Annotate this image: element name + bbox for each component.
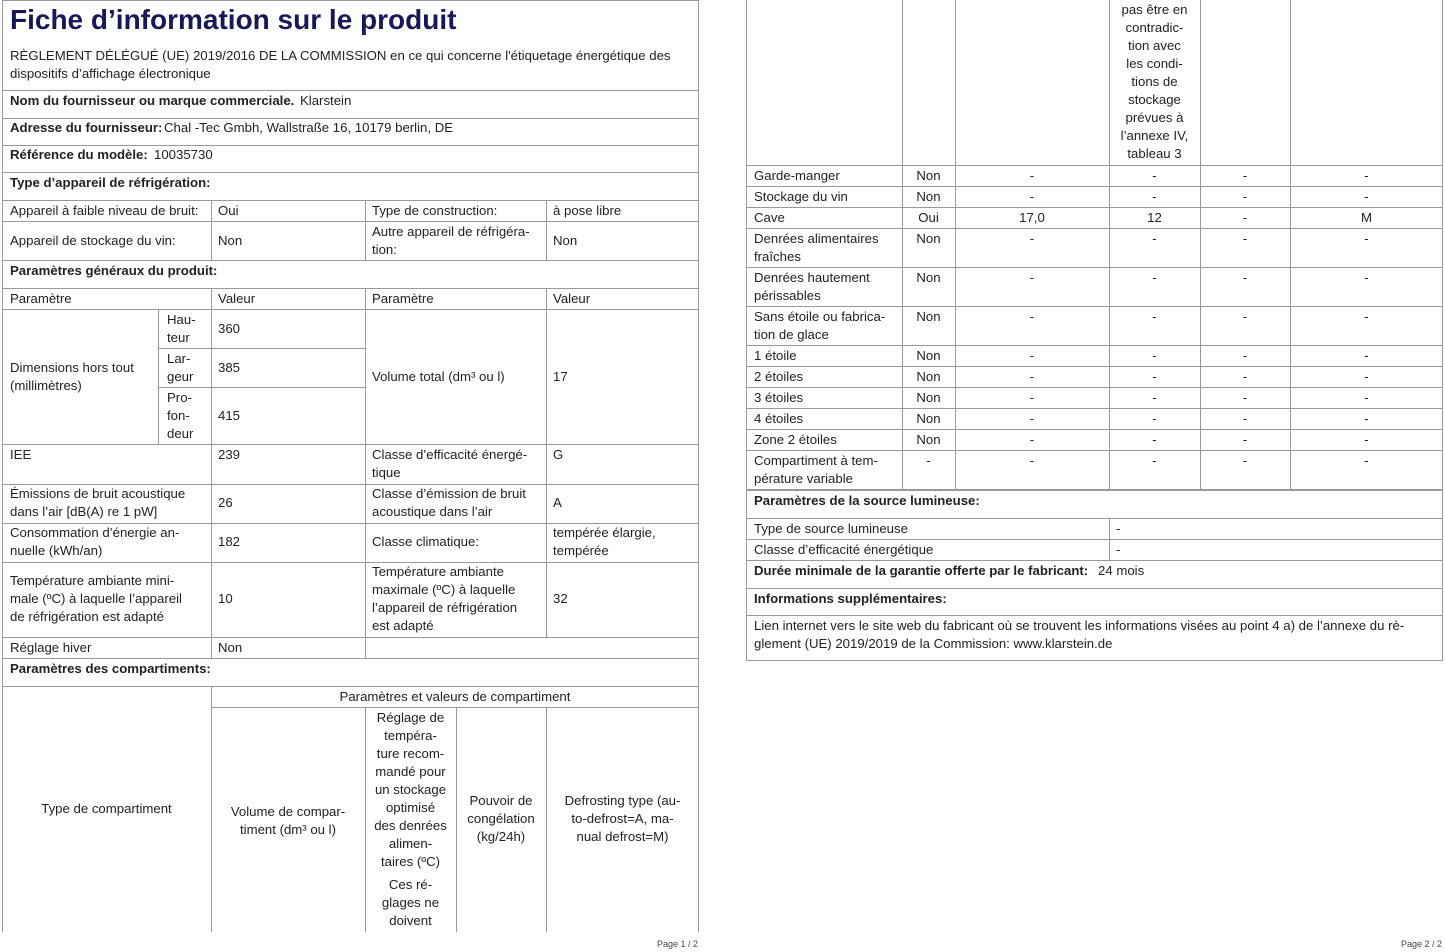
comp-temp-header-7: des denrées xyxy=(374,818,447,833)
extra-info-header: Informations supplémentaires: xyxy=(754,591,947,606)
energy-class-label: Classe d’efficacité énergé- xyxy=(372,447,528,462)
tmax-value: 32 xyxy=(553,591,568,606)
compartment-type-label-2: fraîches xyxy=(754,249,801,264)
tmax-label: Température ambiante xyxy=(372,564,504,579)
manufacturer-link-text: Lien internet vers le site web du fabricant où se trouvent les informations visées au point 4 a) de l’annexe du rè- xyxy=(754,618,1405,633)
compartment-freeze-value: - xyxy=(1242,453,1248,468)
comp-freeze-header-2: congélation xyxy=(467,811,535,826)
tmax-label-4: est adapté xyxy=(372,618,434,633)
width-value: 385 xyxy=(218,360,241,375)
address-label: Adresse du fournisseur: xyxy=(10,120,163,135)
low-noise-value: Oui xyxy=(218,203,239,218)
compartment-volume-value: - xyxy=(1029,411,1035,426)
compartment-type-label: Compartiment à tem- xyxy=(754,453,878,468)
warranty-value: 24 mois xyxy=(1098,563,1145,578)
compartment-volume-value: - xyxy=(1029,309,1035,324)
compartment-volume-value: - xyxy=(1029,270,1035,285)
page-title: Fiche d’information sur le produit xyxy=(10,4,457,35)
compartment-temp-value: - xyxy=(1152,369,1157,384)
compartment-volume-value: - xyxy=(1029,432,1035,447)
compartment-defrost-value: M xyxy=(1361,210,1372,225)
iee-label: IEE xyxy=(10,447,32,462)
other-label: Autre appareil de réfrigéra- xyxy=(372,224,530,239)
compartment-defrost-value: - xyxy=(1364,390,1369,405)
compartment-type-label: Stockage du vin xyxy=(754,189,848,204)
wine-label: Appareil de stockage du vin: xyxy=(10,233,176,248)
compartment-volume-value: - xyxy=(1029,369,1035,384)
column-header-value-2: Valeur xyxy=(553,291,591,306)
compartment-temp-value: - xyxy=(1152,309,1157,324)
compartment-present-value: - xyxy=(926,453,931,468)
compartment-defrost-value: - xyxy=(1364,369,1369,384)
cont-header-2: contradic- xyxy=(1125,20,1184,35)
compartment-present-value: Non xyxy=(916,270,941,285)
compartment-freeze-value: - xyxy=(1242,168,1248,183)
compartment-present-value: Non xyxy=(916,411,941,426)
comp-temp-header-2: tempéra- xyxy=(384,728,437,743)
comp-freeze-header-3: (kg/24h) xyxy=(476,829,526,844)
compartments-header: Paramètres des compartiments: xyxy=(10,661,211,676)
comp-temp-header-6: optimisé xyxy=(385,800,436,815)
compartment-type-label: 4 étoiles xyxy=(754,411,804,426)
comp-params-header: Paramètres et valeurs de compartiment xyxy=(339,689,571,704)
comp-temp-header-11: glages ne xyxy=(381,895,440,910)
climate-value: tempérée élargie, xyxy=(553,525,656,540)
compartment-freeze-value: - xyxy=(1242,189,1248,204)
height-label: Hau- xyxy=(167,312,196,327)
winter-label: Réglage hiver xyxy=(10,640,92,655)
light-type-label: Type de source lumineuse xyxy=(754,521,908,536)
page-number: Page 2 / 2 xyxy=(1401,939,1443,949)
climate-label: Classe climatique: xyxy=(372,534,480,549)
comp-temp-header-8: alimen- xyxy=(388,836,433,851)
comp-defrost-header-3: nual defrost=M) xyxy=(576,829,669,844)
compartment-freeze-value: - xyxy=(1242,309,1248,324)
noise-class-value: A xyxy=(553,495,562,510)
consumption-value: 182 xyxy=(218,534,241,549)
noise-class-label-2: acoustique dans l’air xyxy=(372,504,493,519)
compartment-type-label: Denrées hautement xyxy=(754,270,870,285)
regulation-text-2: dispositifs d’affichage électronique xyxy=(10,66,211,81)
light-class-label: Classe d’efficacité énergétique xyxy=(754,542,934,557)
comp-temp-header-4: mandé pour xyxy=(375,764,446,779)
comp-temp-header-5: un stockage xyxy=(374,782,447,797)
manufacturer-link-text-2: glement (UE) 2019/2019 de la Commission: www.klarstein.de xyxy=(754,636,1113,651)
volume-value: 17 xyxy=(553,369,568,384)
cont-header: pas être en xyxy=(1121,2,1188,17)
tmax-label-3: l’appareil de réfrigération xyxy=(372,600,518,615)
compartment-temp-value: 12 xyxy=(1147,210,1162,225)
light-type-value: - xyxy=(1116,521,1121,536)
compartment-type-label-2: tion de glace xyxy=(754,327,829,342)
column-header-value: Valeur xyxy=(218,291,256,306)
compartment-type-label: Zone 2 étoiles xyxy=(754,432,837,447)
compartment-defrost-value: - xyxy=(1364,270,1369,285)
comp-temp-header-12: doivent xyxy=(389,913,432,928)
appliance-type-header: Type d’appareil de réfrigération: xyxy=(10,175,211,190)
compartment-freeze-value: - xyxy=(1242,390,1248,405)
low-noise-label: Appareil à faible niveau de bruit: xyxy=(10,203,199,218)
depth-value: 415 xyxy=(218,408,241,423)
compartment-temp-value: - xyxy=(1152,453,1157,468)
tmin-label-2: male (ºC) à laquelle l’appareil xyxy=(10,591,182,606)
cont-header-9: tableau 3 xyxy=(1127,146,1182,161)
compartment-defrost-value: - xyxy=(1364,411,1369,426)
compartment-freeze-value: - xyxy=(1242,231,1248,246)
compartment-freeze-value: - xyxy=(1242,411,1248,426)
compartment-temp-value: - xyxy=(1152,390,1157,405)
cont-header-5: tions de xyxy=(1131,74,1178,89)
page-number: Page 1 / 2 xyxy=(657,939,699,949)
comp-temp-header-9: taires (ºC) xyxy=(380,854,441,869)
tmin-label-3: de réfrigération est adapté xyxy=(10,609,164,624)
construction-value: à pose libre xyxy=(553,203,622,218)
compartment-defrost-value: - xyxy=(1364,453,1369,468)
compartment-defrost-value: - xyxy=(1364,168,1369,183)
compartment-type-label-2: périssables xyxy=(754,288,821,303)
comp-volume-header-2: timent (dm³ ou l) xyxy=(240,822,336,837)
compartment-defrost-value: - xyxy=(1364,189,1369,204)
compartment-type-label: Cave xyxy=(754,210,785,225)
height-value: 360 xyxy=(218,321,241,336)
compartment-volume-value: - xyxy=(1029,453,1035,468)
compartment-temp-value: - xyxy=(1152,168,1157,183)
climate-value-2: tempérée xyxy=(553,543,609,558)
depth-label-2: fon- xyxy=(167,408,190,423)
compartment-freeze-value: - xyxy=(1242,348,1248,363)
cont-header-3: tion avec xyxy=(1128,38,1181,53)
depth-label: Pro- xyxy=(167,390,192,405)
other-value: Non xyxy=(553,233,578,248)
supplier-value: Klarstein xyxy=(300,93,352,108)
noise-class-label: Classe d’émission de bruit xyxy=(372,486,526,501)
compartment-type-label: 3 étoiles xyxy=(754,390,804,405)
cont-header-7: prévues à xyxy=(1125,110,1184,125)
consumption-label-2: nuelle (kWh/an) xyxy=(10,543,103,558)
column-header-param-2: Paramètre xyxy=(372,291,434,306)
column-header-param: Paramètre xyxy=(10,291,72,306)
noise-emission-label-2: dans l’air [dB(A) re 1 pW] xyxy=(10,504,158,519)
compartment-defrost-value: - xyxy=(1364,309,1369,324)
compartment-temp-value: - xyxy=(1152,348,1157,363)
compartment-freeze-value: - xyxy=(1242,369,1248,384)
compartment-type-label: Sans étoile ou fabrica- xyxy=(754,309,886,324)
compartment-volume-value: - xyxy=(1029,168,1035,183)
address-value: Chal -Tec Gmbh, Wallstraße 16, 10179 berlin, DE xyxy=(164,120,454,135)
comp-temp-header: Réglage de xyxy=(376,710,445,725)
compartment-freeze-value: - xyxy=(1242,432,1248,447)
cont-header-4: les condi- xyxy=(1126,56,1183,71)
compartment-type-label: 1 étoile xyxy=(754,348,797,363)
compartment-present-value: Non xyxy=(916,168,941,183)
compartment-present-value: Non xyxy=(916,432,941,447)
comp-type-header: Type de compartiment xyxy=(41,801,172,816)
compartment-type-label: Denrées alimentaires xyxy=(754,231,879,246)
winter-value: Non xyxy=(218,640,243,655)
tmin-value: 10 xyxy=(218,591,233,606)
supplier-label: Nom du fournisseur ou marque commerciale. xyxy=(10,93,295,108)
compartment-present-value: Non xyxy=(916,231,941,246)
compartment-type-label: Garde-manger xyxy=(754,168,840,183)
wine-value: Non xyxy=(218,233,243,248)
comp-volume-header: Volume de compar- xyxy=(230,804,346,819)
compartment-volume-value: 17,0 xyxy=(1019,210,1045,225)
compartment-volume-value: - xyxy=(1029,390,1035,405)
noise-emission-value: 26 xyxy=(218,495,233,510)
compartment-defrost-value: - xyxy=(1364,348,1369,363)
dims-label: Dimensions hors tout xyxy=(10,360,134,375)
iee-value: 239 xyxy=(218,447,241,462)
compartment-freeze-value: - xyxy=(1242,210,1248,225)
tmin-label: Température ambiante mini- xyxy=(10,573,175,588)
compartment-temp-value: - xyxy=(1152,231,1157,246)
comp-freeze-header: Pouvoir de xyxy=(469,793,533,808)
compartment-present-value: Non xyxy=(916,309,941,324)
page-2 xyxy=(746,0,1443,952)
depth-label-3: deur xyxy=(167,426,194,441)
compartment-type-label-2: pérature variable xyxy=(754,471,853,486)
general-params-header: Paramètres généraux du produit: xyxy=(10,263,218,278)
compartment-temp-value: - xyxy=(1152,270,1157,285)
light-header: Paramètres de la source lumineuse: xyxy=(754,493,980,508)
construction-label: Type de construction: xyxy=(372,203,498,218)
energy-class-label-2: tique xyxy=(372,465,401,480)
energy-class-value: G xyxy=(553,447,564,462)
consumption-label: Consommation d’énergie an- xyxy=(10,525,180,540)
volume-label: Volume total (dm³ ou l) xyxy=(372,369,505,384)
cont-header-8: l’annexe IV, xyxy=(1120,128,1189,143)
compartment-type-label: 2 étoiles xyxy=(754,369,804,384)
tmax-label-2: maximale (ºC) à laquelle xyxy=(372,582,516,597)
model-label: Référence du modèle: xyxy=(10,147,148,162)
compartment-present-value: Non xyxy=(916,189,941,204)
height-label-2: teur xyxy=(167,330,190,345)
compartment-present-value: Non xyxy=(916,390,941,405)
compartment-present-value: Non xyxy=(916,369,941,384)
cont-header-6: stockage xyxy=(1128,92,1181,107)
width-label: Lar- xyxy=(167,351,191,366)
compartment-temp-value: - xyxy=(1152,189,1157,204)
comp-temp-header-10: Ces ré- xyxy=(388,877,433,892)
compartment-freeze-value: - xyxy=(1242,270,1248,285)
compartment-volume-value: - xyxy=(1029,231,1035,246)
page-1 xyxy=(2,0,699,952)
compartment-volume-value: - xyxy=(1029,348,1035,363)
other-label-2: tion: xyxy=(372,242,397,257)
compartment-present-value: Oui xyxy=(918,210,939,225)
compartment-temp-value: - xyxy=(1152,432,1157,447)
light-class-value: - xyxy=(1116,542,1121,557)
compartment-defrost-value: - xyxy=(1364,231,1369,246)
compartment-present-value: Non xyxy=(916,348,941,363)
dims-label-2: (millimètres) xyxy=(10,378,82,393)
width-label-2: geur xyxy=(167,369,194,384)
compartment-volume-value: - xyxy=(1029,189,1035,204)
regulation-text: RÈGLEMENT DÉLÉGUÉ (UE) 2019/2016 DE LA COMMISSION en ce qui concerne l'étiquetage énergétique des xyxy=(10,48,671,63)
comp-defrost-header: Defrosting type (au- xyxy=(564,793,681,808)
compartment-temp-value: - xyxy=(1152,411,1157,426)
comp-defrost-header-2: to-defrost=A, ma- xyxy=(571,811,674,826)
model-value: 10035730 xyxy=(154,147,213,162)
noise-emission-label: Émissions de bruit acoustique xyxy=(10,486,186,501)
compartment-defrost-value: - xyxy=(1364,432,1369,447)
comp-temp-header-3: ture recom- xyxy=(376,746,445,761)
warranty-label: Durée minimale de la garantie offerte par le fabricant: xyxy=(754,563,1089,578)
